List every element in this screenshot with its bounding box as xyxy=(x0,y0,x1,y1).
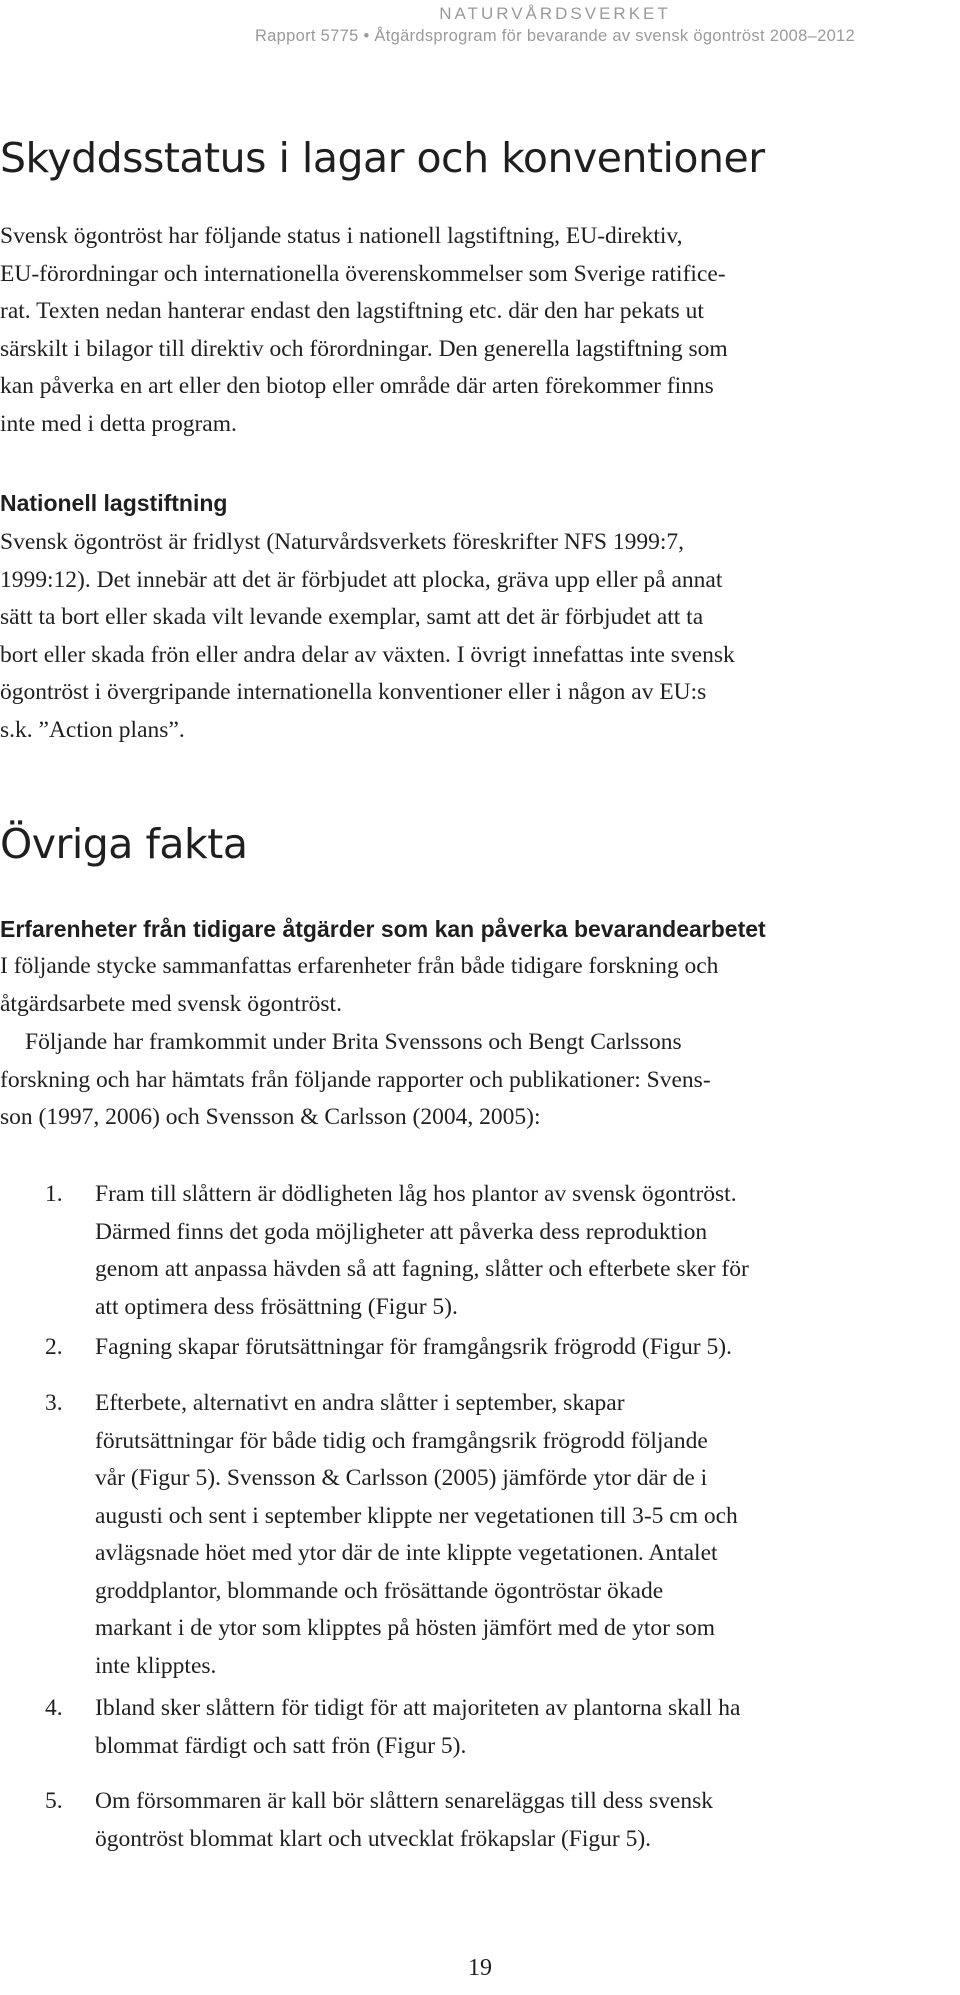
text-line: särskilt i bilagor till direktiv och förordningar. Den generella lagstiftning som xyxy=(0,335,728,362)
text-line: EU-förordningar och internationella överenskommelser som Sverige ratifice- xyxy=(0,260,726,287)
text-line: ögontröst blommat klart och utvecklat frökapslar (Figur 5). xyxy=(95,1825,652,1852)
text-line: groddplantor, blommande och frösättande ögontröstar ökade xyxy=(95,1577,664,1604)
section-title-protection-status: Skyddsstatus i lagar och konventioner xyxy=(0,134,765,182)
text-line: ögontröst i övergripande internationella konventioner eller i någon av EU:s xyxy=(0,679,707,705)
text-line: vår (Figur 5). Svensson & Carlsson (2005) jämförde ytor där de i xyxy=(95,1465,708,1491)
subheading-national-legislation: Nationell lagstiftning xyxy=(0,490,228,516)
text-line: inte klipptes. xyxy=(95,1652,217,1679)
list-number: 5. xyxy=(45,1788,63,1814)
list-number: 2. xyxy=(45,1334,63,1360)
text-line: Om försommaren är kall bör slåttern senareläggas till dess svensk xyxy=(95,1788,714,1814)
text-line: Svensk ögontröst är fridlyst (Naturvårdsverkets föreskrifter NFS 1999:7, xyxy=(0,529,684,555)
text-line: att optimera dess frösättning (Figur 5). xyxy=(95,1293,458,1320)
list-item-text xyxy=(95,1783,955,1858)
national-legislation-paragraph xyxy=(0,524,960,749)
text-line: avlägsnade höet med ytor där de inte klippte vegetationen. Antalet xyxy=(95,1540,718,1566)
text-line: Fagning skapar förutsättningar för framgångsrik frögrodd (Figur 5). xyxy=(95,1334,732,1360)
experience-paragraph-1 xyxy=(0,948,960,1023)
text-line: rat. Texten nedan hanterar endast den lagstiftning etc. där den har pekats ut xyxy=(0,298,704,324)
text-line: augusti och sent i september klippte ner vegetationen till 3-5 cm och xyxy=(95,1502,738,1529)
list-item-text xyxy=(95,1176,955,1326)
report-header: Rapport 5775 • Åtgärdsprogram för bevarande av svensk ögontröst 2008–2012 xyxy=(254,27,856,45)
list-number: 3. xyxy=(45,1390,63,1416)
list-item-text xyxy=(95,1329,955,1367)
text-line: kan påverka en art eller den biotop eller område där arten förekommer finns xyxy=(0,373,714,399)
list-item-text xyxy=(95,1690,955,1765)
text-line: Svensk ögontröst har följande status i nationell lagstiftning, EU-direktiv, xyxy=(0,223,683,249)
text-line: Efterbete, alternativt en andra slåtter i september, skapar xyxy=(95,1390,625,1416)
page-number: 19 xyxy=(468,1955,492,1981)
text-line: Ibland sker slåttern för tidigt för att majoriteten av plantorna skall ha xyxy=(95,1695,741,1721)
experience-paragraph-2 xyxy=(0,1024,960,1137)
text-line: Fram till slåttern är dödligheten låg hos plantor av svensk ögontröst. xyxy=(95,1181,737,1207)
list-item-text xyxy=(95,1385,955,1685)
text-line: Följande har framkommit under Brita Svenssons och Bengt Carlssons xyxy=(25,1029,682,1055)
text-line: 1999:12). Det innebär att det är förbjudet att plocka, gräva upp eller på annat xyxy=(0,566,723,593)
list-number: 4. xyxy=(45,1695,63,1721)
text-line: s.k. ”Action plans”. xyxy=(0,716,185,743)
text-line: Därmed finns det goda möjligheter att påverka dess reproduktion xyxy=(95,1218,708,1245)
section-title-other-facts: Övriga fakta xyxy=(0,820,248,868)
intro-paragraph xyxy=(0,218,960,443)
text-line: åtgärdsarbete med svensk ögontröst. xyxy=(0,990,342,1017)
text-line: son (1997, 2006) och Svensson & Carlsson (2004, 2005): xyxy=(0,1104,541,1130)
text-line: I följande stycke sammanfattas erfarenheter från både tidigare forskning och xyxy=(0,953,719,979)
subheading-previous-experience: Erfarenheter från tidigare åtgärder som kan påverka bevarandearbetet xyxy=(0,916,766,942)
text-line: genom att anpassa hävden så att fagning, slåtter och efterbete sker för xyxy=(95,1256,749,1282)
text-line: sätt ta bort eller skada vilt levande exemplar, samt att det är förbjudet att ta xyxy=(0,604,704,630)
text-line: markant i de ytor som klipptes på hösten jämfört med de ytor som xyxy=(95,1615,716,1641)
text-line: forskning och har hämtats från följande rapporter och publikationer: Svens- xyxy=(0,1066,711,1093)
text-line: inte med i detta program. xyxy=(0,410,237,437)
organization-header: NATURVÅRDSVERKET xyxy=(439,4,671,23)
text-line: förutsättningar för både tidig och framgångsrik frögrodd följande xyxy=(95,1427,708,1454)
text-line: blommat färdigt och satt frön (Figur 5). xyxy=(95,1732,467,1759)
text-line: bort eller skada frön eller andra delar av växten. I övrigt innefattas inte svensk xyxy=(0,641,735,668)
list-number: 1. xyxy=(45,1181,63,1207)
